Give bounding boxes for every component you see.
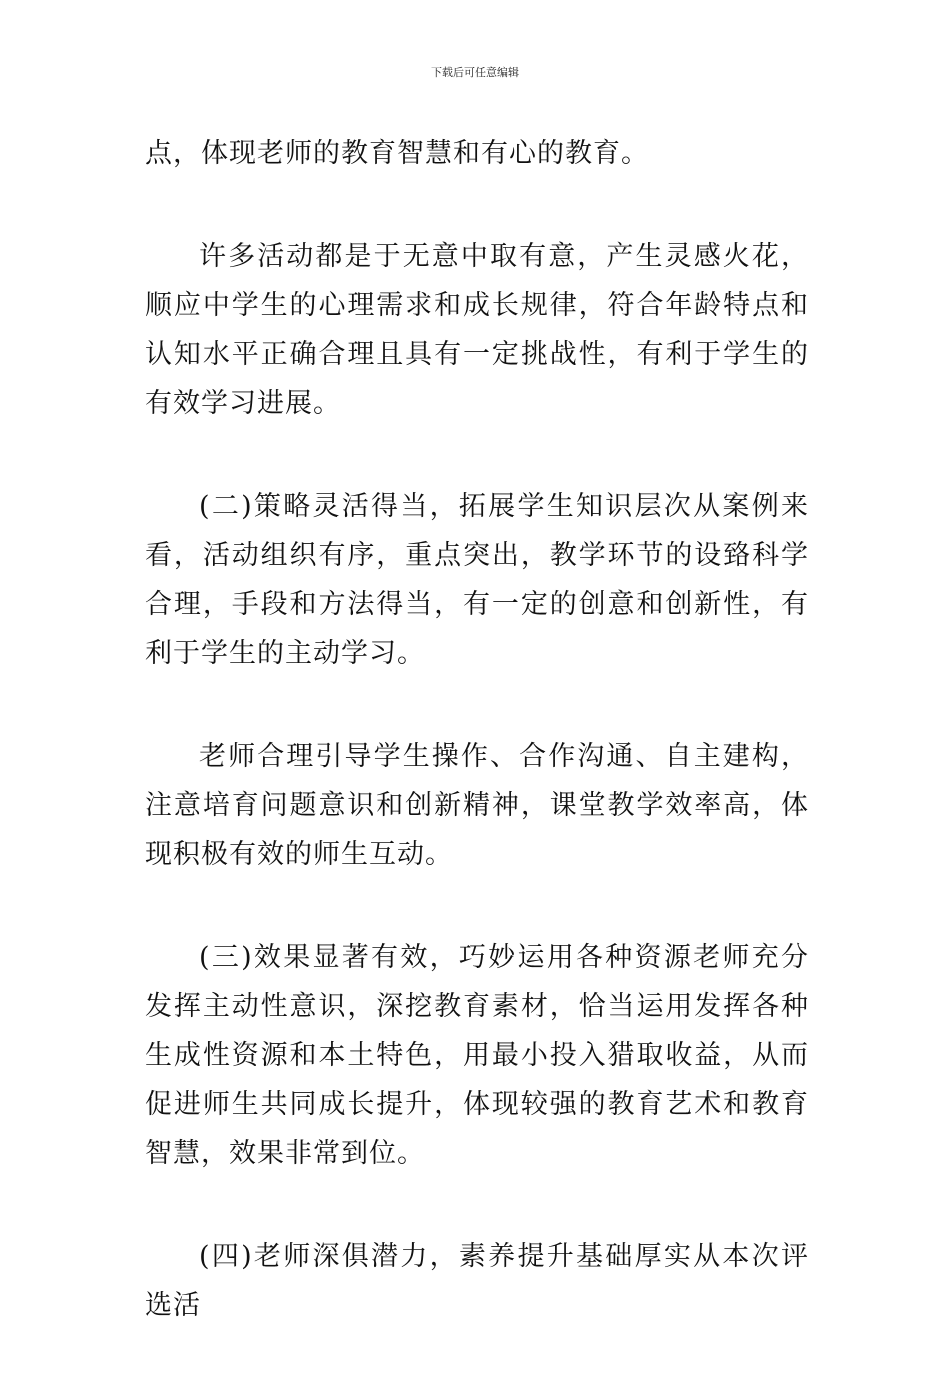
document-body — [145, 129, 809, 1384]
paragraph-3: (二)策略灵活得当，拓展学生知识层次从案例来看，活动组织有序，重点突出，教学环节的设臵科学合理，手段和方法得当，有一定的创意和创新性，有利于学生的主动学习。 — [145, 491, 809, 669]
paragraph-5: (三)效果显著有效，巧妙运用各种资源老师充分发挥主动性意识，深挖教育素材，恰当运用发挥各种生成性资源和本土特色，用最小投入猎取收益，从而促进师生共同成长提升，体现较强的教育艺术和教育智慧，效果非常到位。 — [145, 942, 809, 1169]
paragraph-6: (四)老师深俱潜力，素养提升基础厚实从本次评选活 — [145, 1241, 809, 1321]
page-header: 下载后可任意编辑 — [431, 66, 519, 79]
paragraph-4: 老师合理引导学生操作、合作沟通、自主建构，注意培育问题意识和创新精神，课堂教学效率高，体现积极有效的师生互动。 — [145, 741, 809, 870]
paragraph-1: 点，体现老师的教育智慧和有心的教育。 — [145, 138, 649, 169]
paragraph-2: 许多活动都是于无意中取有意，产生灵感火花，顺应中学生的心理需求和成长规律，符合年龄特点和认知水平正确合理且具有一定挑战性，有利于学生的有效学习进展。 — [145, 241, 809, 419]
